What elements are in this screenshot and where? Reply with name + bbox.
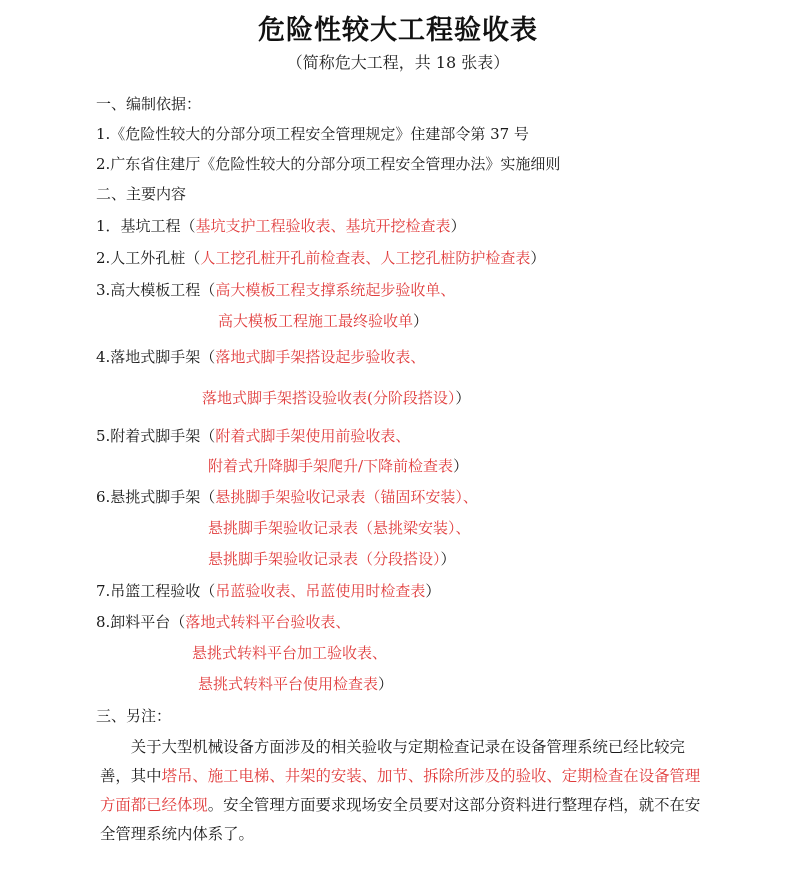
section-notes-heading: 三、另注： — [96, 707, 172, 725]
item-forms-line3: 悬挑式转料平台使用检查表 — [198, 675, 379, 693]
item-label: 3.高大模板工程（ — [96, 281, 216, 299]
item-forms-line1: 附着式脚手架使用前验收表、 — [215, 427, 411, 445]
content-item-1 — [96, 216, 466, 236]
item-forms-line1: 落地式转料平台验收表、 — [185, 613, 351, 631]
item-label: 8.卸料平台（ — [96, 613, 186, 631]
item-forms-line2: 悬挑脚手架验收记录表（悬挑梁安装）、 — [208, 519, 471, 537]
item-close: ） — [440, 550, 456, 568]
item-close: ） — [530, 249, 546, 267]
content-item-3-cont — [218, 311, 428, 331]
item-label: 4.落地式脚手架（ — [96, 348, 216, 366]
item-label: 5.附着式脚手架（ — [96, 427, 216, 445]
content-item-6-cont1 — [208, 518, 471, 538]
content-item-3 — [96, 280, 455, 300]
item-close: ） — [425, 582, 441, 600]
basis-item-1: 1.《危险性较大的分部分项工程安全管理规定》住建部令第 37 号 — [96, 125, 529, 143]
section-basis-heading: 一、编制依据： — [96, 95, 202, 113]
content-item-6-cont2 — [208, 549, 456, 569]
notes-paragraph — [100, 733, 706, 849]
content-item-4-cont — [202, 388, 470, 408]
item-forms-line3: 悬挑脚手架验收记录表（分段搭设） — [208, 550, 441, 568]
item-close: ） — [378, 675, 394, 693]
basis-item-2: 2.广东省住建厅《危险性较大的分部分项工程安全管理办法》实施细则 — [96, 155, 561, 173]
content-item-4 — [96, 347, 425, 367]
item-forms: 吊蓝验收表、吊蓝使用时检查表 — [215, 582, 426, 600]
section-contents-heading: 二、主要内容 — [96, 185, 187, 203]
item-close: ） — [413, 312, 429, 330]
item-label: 6.悬挑式脚手架（ — [96, 488, 216, 506]
content-item-8-cont2 — [198, 674, 393, 694]
page-subtitle: （简称危大工程，共 18 张表） — [286, 53, 510, 72]
content-item-5 — [96, 426, 410, 446]
item-close: ） — [450, 217, 466, 235]
page-title: 危险性较大工程验收表 — [258, 15, 538, 46]
notes-text-highlight: 塔吊、施工电梯、井架的安装、加节、拆除所涉及的验收、定期检查在设备管理方面都已经体现 — [100, 767, 701, 814]
item-forms: 基坑支护工程验收表、基坑开挖检查表 — [195, 217, 451, 235]
content-item-2 — [96, 248, 545, 268]
item-forms-line2: 落地式脚手架搭设验收表(分阶段搭设） — [202, 389, 456, 407]
content-item-5-cont — [208, 456, 468, 476]
notes-text-a: 关于大型机械设备方面涉及的相关验收与定期检查记录在设备管理系统已经比较完善，其中 — [100, 738, 685, 785]
item-forms-line1: 落地式脚手架搭设起步验收表、 — [215, 348, 426, 366]
item-close: ） — [455, 389, 471, 407]
item-close: ） — [453, 457, 469, 475]
content-item-7 — [96, 581, 440, 601]
item-forms-line1: 悬挑脚手架验收记录表（锚固环安装）、 — [215, 488, 478, 506]
content-item-8 — [96, 612, 350, 632]
item-label: 7.吊篮工程验收（ — [96, 582, 216, 600]
item-forms-line2: 附着式升降脚手架爬升/下降前检查表 — [208, 457, 454, 475]
item-forms-line2: 悬挑式转料平台加工验收表、 — [192, 644, 388, 662]
item-forms-line2: 高大模板工程施工最终验收单 — [218, 312, 414, 330]
content-item-8-cont1 — [192, 643, 387, 663]
item-label: 2.人工外孔桩（ — [96, 249, 201, 267]
item-label: 1．基坑工程（ — [96, 217, 196, 235]
notes-text-b: 。安全管理方面要求现场安全员要对这部分资料进行整理存档，就不在安全管理系统内体系了。 — [100, 796, 701, 843]
item-forms-line1: 高大模板工程支撑系统起步验收单、 — [215, 281, 456, 299]
item-forms: 人工挖孔桩开孔前检查表、人工挖孔桩防护检查表 — [200, 249, 531, 267]
content-item-6 — [96, 487, 478, 507]
